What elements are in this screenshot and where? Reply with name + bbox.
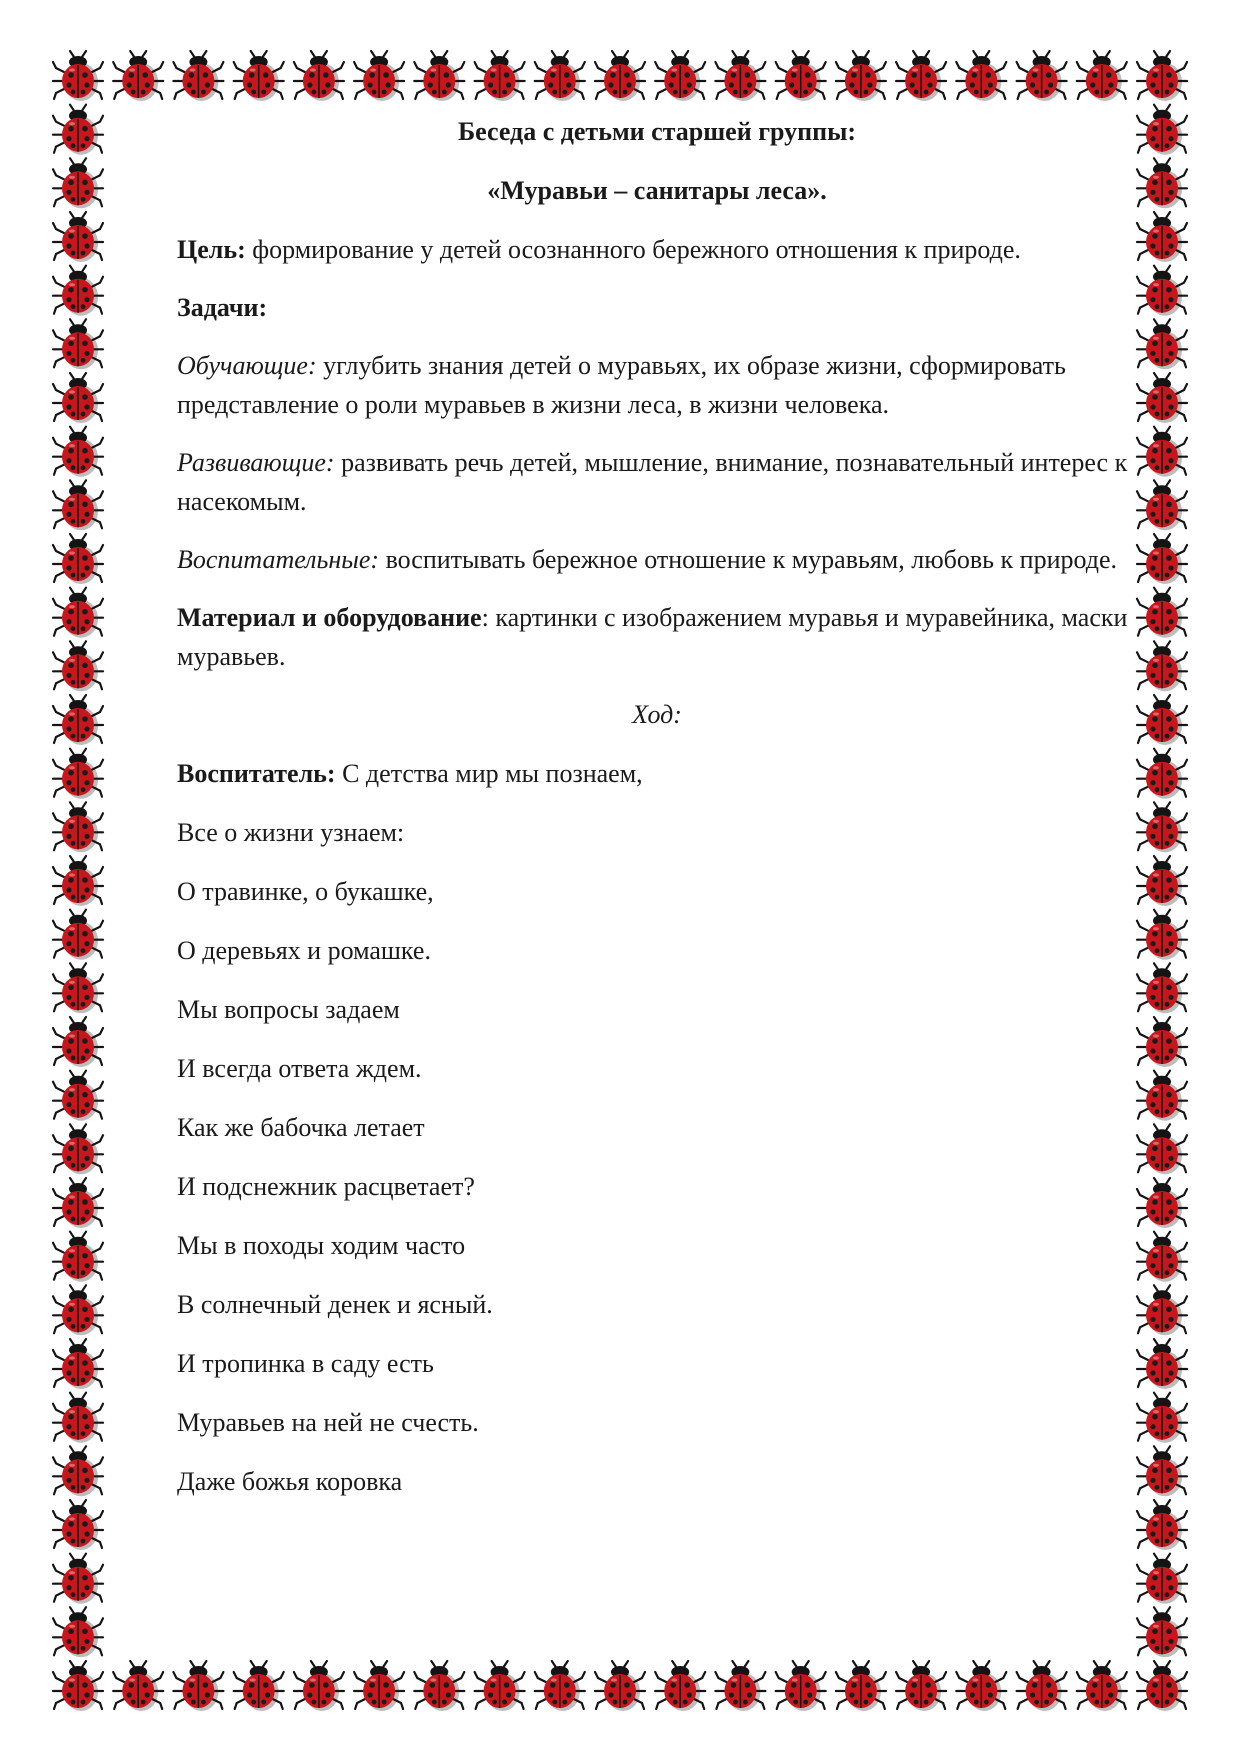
ladybug-icon bbox=[53, 105, 103, 155]
poem-line: И подснежник расцветает? bbox=[177, 1172, 475, 1201]
ladybug-icon bbox=[1137, 1554, 1187, 1604]
ladybug-icon bbox=[414, 51, 464, 101]
ladybug-icon bbox=[1137, 749, 1187, 799]
developing-text: развивать речь детей, мышление, внимание, познавательный интерес к насекомым. bbox=[177, 448, 1128, 516]
ladybug-icon bbox=[53, 963, 103, 1013]
ladybug-icon bbox=[715, 51, 765, 101]
ladybug-icon bbox=[1137, 1446, 1187, 1496]
ladybug-icon bbox=[655, 51, 705, 101]
teacher-label: Воспитатель: bbox=[177, 759, 336, 788]
ladybug-icon bbox=[1137, 427, 1187, 477]
ladybug-icon bbox=[53, 1285, 103, 1335]
ladybug-icon bbox=[53, 1178, 103, 1228]
ladybug-icon bbox=[776, 1661, 826, 1711]
poem-line: Как же бабочка летает bbox=[177, 1113, 425, 1142]
ladybug-icon bbox=[53, 749, 103, 799]
ladybug-icon bbox=[1137, 1017, 1187, 1067]
ladybug-icon bbox=[414, 1661, 464, 1711]
ladybug-icon bbox=[173, 1661, 223, 1711]
ladybug-icon bbox=[956, 51, 1006, 101]
ladybug-icon bbox=[53, 212, 103, 262]
ladybug-icon bbox=[836, 1661, 886, 1711]
ladybug-icon bbox=[53, 427, 103, 477]
ladybug-icon bbox=[1137, 963, 1187, 1013]
ladybug-icon bbox=[1137, 105, 1187, 155]
ladybug-icon bbox=[896, 51, 946, 101]
ladybug-icon bbox=[595, 1661, 645, 1711]
poem-line bbox=[177, 754, 1137, 793]
educational-text: воспитывать бережное отношение к муравьям, любовь к природе. bbox=[379, 545, 1118, 574]
ladybug-icon bbox=[1137, 1607, 1187, 1657]
developing-label: Развивающие: bbox=[177, 448, 335, 477]
ladybug-icon bbox=[1017, 1661, 1067, 1711]
poem-line: О деревьях и ромашке. bbox=[177, 936, 431, 965]
ladybug-icon bbox=[53, 373, 103, 423]
doc-title-line1: Беседа с детьми старшей группы: bbox=[457, 117, 857, 146]
ladybug-icon bbox=[1137, 51, 1187, 101]
educational-label: Воспитательные: bbox=[177, 545, 380, 574]
ladybug-icon bbox=[535, 51, 585, 101]
materials-label: Материал и оборудование bbox=[177, 603, 482, 632]
poem-line: О травинке, о букашке, bbox=[177, 877, 434, 906]
ladybug-icon bbox=[294, 1661, 344, 1711]
ladybug-icon bbox=[53, 1500, 103, 1550]
poem-line: Даже божья коровка bbox=[177, 1467, 403, 1496]
ladybug-icon bbox=[1137, 158, 1187, 208]
ladybug-icon bbox=[475, 1661, 525, 1711]
developing-task bbox=[177, 443, 1137, 521]
ladybug-icon bbox=[715, 1661, 765, 1711]
ladybug-icon bbox=[956, 1661, 1006, 1711]
poem-line: Все о жизни узнаем: bbox=[177, 818, 405, 847]
ladybug-icon bbox=[53, 1071, 103, 1121]
ladybug-icon bbox=[1077, 1661, 1127, 1711]
ladybug-icon bbox=[53, 1124, 103, 1174]
doc-title-line2: «Муравьи – санитары леса». bbox=[487, 176, 827, 205]
ladybug-icon bbox=[53, 856, 103, 906]
ladybug-icon bbox=[1137, 319, 1187, 369]
ladybug-icon bbox=[1137, 695, 1187, 745]
ladybug-icon bbox=[53, 1661, 103, 1711]
teaching-text: углубить знания детей о муравьях, их образе жизни, сформировать представление о роли муравьев в жизни леса, в жизни человека. bbox=[177, 351, 1066, 419]
tasks-heading-text: Задачи: bbox=[177, 293, 268, 322]
ladybug-icon bbox=[113, 1661, 163, 1711]
poem-line-text: С детства мир мы познаем, bbox=[335, 759, 643, 788]
ladybug-icon bbox=[53, 1607, 103, 1657]
ladybug-icon bbox=[1137, 373, 1187, 423]
document-body bbox=[177, 112, 1137, 1521]
ladybug-icon bbox=[53, 910, 103, 960]
ladybug-icon bbox=[1137, 480, 1187, 530]
ladybug-icon bbox=[836, 51, 886, 101]
ladybug-icon bbox=[53, 1446, 103, 1496]
ladybug-icon bbox=[475, 51, 525, 101]
poem-line: Мы в походы ходим часто bbox=[177, 1231, 466, 1260]
poem-line: Муравьев на ней не счесть. bbox=[177, 1408, 479, 1437]
materials-text: : картинки с изображением муравья и муравейника, маски муравьев. bbox=[177, 603, 1128, 671]
ladybug-icon bbox=[1137, 1285, 1187, 1335]
ladybug-icon bbox=[1137, 588, 1187, 638]
ladybug-icon bbox=[173, 51, 223, 101]
ladybug-icon bbox=[1137, 266, 1187, 316]
materials-paragraph bbox=[177, 598, 1137, 676]
ladybug-icon bbox=[354, 1661, 404, 1711]
tasks-heading bbox=[177, 288, 1137, 327]
ladybug-icon bbox=[53, 51, 103, 101]
ladybug-icon bbox=[53, 695, 103, 745]
ladybug-icon bbox=[53, 158, 103, 208]
ladybug-icon bbox=[1137, 212, 1187, 262]
ladybug-icon bbox=[1137, 802, 1187, 852]
ladybug-icon bbox=[1137, 641, 1187, 691]
ladybug-icon bbox=[53, 1554, 103, 1604]
ladybug-icon bbox=[1137, 1393, 1187, 1443]
poem-line: И всегда ответа ждем. bbox=[177, 1054, 422, 1083]
poem bbox=[177, 754, 1137, 1501]
ladybug-icon bbox=[1137, 1232, 1187, 1282]
ladybug-icon bbox=[234, 1661, 284, 1711]
ladybug-icon bbox=[53, 641, 103, 691]
goal-text: формирование у детей осознанного бережного отношения к природе. bbox=[245, 235, 1021, 264]
ladybug-icon bbox=[234, 51, 284, 101]
educational-task bbox=[177, 540, 1137, 579]
ladybug-icon bbox=[1137, 1178, 1187, 1228]
ladybug-icon bbox=[53, 1232, 103, 1282]
ladybug-icon bbox=[53, 1017, 103, 1067]
poem-line: В солнечный денек и ясный. bbox=[177, 1290, 493, 1319]
ladybug-icon bbox=[896, 1661, 946, 1711]
ladybug-icon bbox=[1077, 51, 1127, 101]
ladybug-icon bbox=[53, 534, 103, 584]
ladybug-icon bbox=[53, 480, 103, 530]
ladybug-icon bbox=[1137, 1500, 1187, 1550]
ladybug-icon bbox=[1137, 1124, 1187, 1174]
ladybug-icon bbox=[595, 51, 645, 101]
goal-paragraph bbox=[177, 230, 1137, 269]
teaching-task bbox=[177, 346, 1137, 424]
ladybug-icon bbox=[294, 51, 344, 101]
ladybug-icon bbox=[1137, 856, 1187, 906]
progress-heading: Ход: bbox=[632, 700, 682, 729]
ladybug-icon bbox=[1137, 1661, 1187, 1711]
ladybug-icon bbox=[53, 588, 103, 638]
ladybug-icon bbox=[1137, 910, 1187, 960]
ladybug-icon bbox=[1137, 534, 1187, 584]
ladybug-icon bbox=[53, 1393, 103, 1443]
ladybug-icon bbox=[53, 266, 103, 316]
ladybug-icon bbox=[1137, 1071, 1187, 1121]
ladybug-icon bbox=[1137, 1339, 1187, 1389]
ladybug-icon bbox=[1017, 51, 1067, 101]
ladybug-icon bbox=[655, 1661, 705, 1711]
ladybug-icon bbox=[354, 51, 404, 101]
ladybug-icon bbox=[53, 319, 103, 369]
ladybug-icon bbox=[53, 1339, 103, 1389]
ladybug-icon bbox=[535, 1661, 585, 1711]
poem-line: И тропинка в саду есть bbox=[177, 1349, 434, 1378]
ladybug-icon bbox=[53, 802, 103, 852]
teaching-label: Обучающие: bbox=[177, 351, 317, 380]
ladybug-icon bbox=[776, 51, 826, 101]
ladybug-icon bbox=[113, 51, 163, 101]
goal-label: Цель: bbox=[177, 235, 246, 264]
poem-line: Мы вопросы задаем bbox=[177, 995, 400, 1024]
